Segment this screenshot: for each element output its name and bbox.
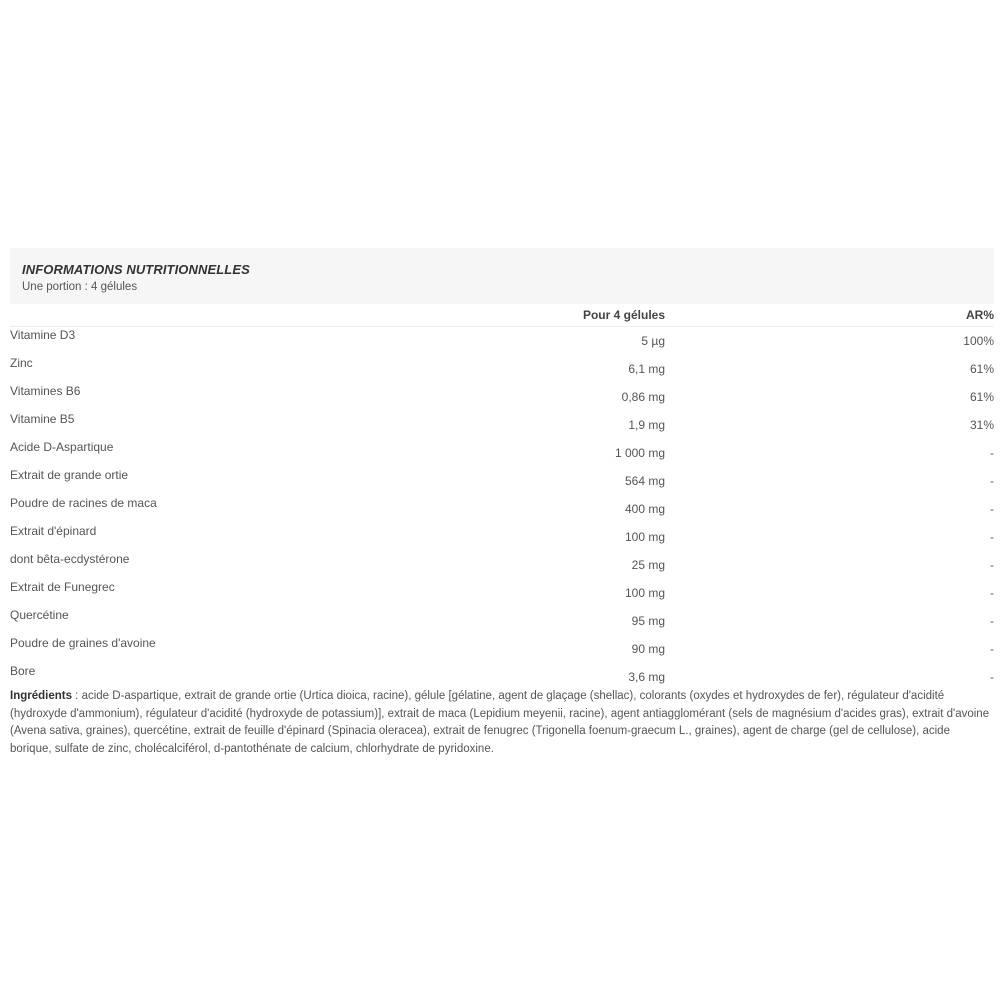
nutrient-quantity: 564 mg [624, 474, 665, 488]
column-header-ar: AR% [965, 308, 994, 322]
nutrient-name: Extrait de Funegrec [10, 580, 115, 594]
nutrient-ar: - [990, 558, 994, 572]
nutrient-quantity: 400 mg [624, 502, 665, 516]
nutrient-name: dont bêta-ecdystérone [10, 552, 130, 566]
nutrition-header [10, 248, 994, 304]
nutrient-name: Poudre de graines d'avoine [10, 636, 156, 650]
ingredients-list: : acide D-aspartique, extrait de grande ortie (Urtica dioica, racine), gélule [gélatine, agent de glaçage (shellac), colorants (oxydes et hydroxydes de fer), régulateur d'acidité (hydroxyde d'ammonium), régulateur d'acidité (hydroxyde de potassium)], extrait de maca (Lepidium meyenii, racine), agent antiagglomérant (sels de magnésium d'acides gras), extrait d'avoine (Avena sativa, graines), quercétine, extrait de feuille d'épinard (Spinacia oleracea), extrait de fenugrec (Trigonella foenum-graecum L., graines), agent de charge (gel de cellulose), acide borique, sulfate de zinc, cholécalciférol, d-pantothénate de calcium, chlorhydrate de pyridoxine. [10, 690, 990, 755]
table-row [10, 607, 994, 635]
table-row [10, 383, 994, 411]
nutrition-title: INFORMATIONS NUTRITIONNELLES [22, 262, 250, 277]
nutrient-name: Extrait de grande ortie [10, 468, 129, 482]
nutrient-quantity: 1,9 mg [628, 418, 665, 432]
table-header-row [10, 304, 994, 327]
nutrient-ar: 61% [969, 362, 994, 376]
nutrient-ar: 31% [969, 418, 994, 432]
table-row [10, 523, 994, 551]
nutrient-quantity: 95 mg [631, 614, 665, 628]
nutrient-name: Acide D-Aspartique [10, 440, 114, 454]
table-row [10, 327, 994, 355]
nutrient-name: Vitamine D3 [10, 328, 76, 342]
nutrient-quantity: 6,1 mg [628, 362, 665, 376]
table-row [10, 495, 994, 523]
nutrient-quantity: 100 mg [624, 586, 665, 600]
nutrient-quantity: 5 µg [641, 334, 665, 348]
nutrient-quantity: 3,6 mg [628, 670, 665, 684]
nutrition-table-body [10, 327, 994, 691]
table-row [10, 439, 994, 467]
nutrient-quantity: 0,86 mg [621, 390, 665, 404]
column-header-quantity: Pour 4 gélules [582, 308, 665, 322]
nutrient-quantity: 1 000 mg [614, 446, 665, 460]
nutrient-ar: 100% [963, 334, 994, 348]
nutrient-ar: - [990, 446, 994, 460]
nutrient-name: Extrait d'épinard [10, 524, 97, 538]
table-row [10, 663, 994, 691]
ingredients-text [10, 688, 990, 758]
nutrient-quantity: 100 mg [624, 530, 665, 544]
nutrient-ar: - [990, 474, 994, 488]
nutrient-name: Zinc [10, 356, 33, 370]
nutrient-ar: - [990, 530, 994, 544]
nutrient-quantity: 25 mg [631, 558, 665, 572]
nutrient-ar: - [990, 614, 994, 628]
nutrient-ar: - [990, 670, 994, 684]
nutrient-ar: - [990, 586, 994, 600]
nutrient-ar: - [990, 502, 994, 516]
nutrient-name: Vitamine B5 [10, 412, 75, 426]
nutrient-ar: - [990, 642, 994, 656]
nutrient-name: Quercétine [10, 608, 69, 622]
ingredients-label: Ingrédients [10, 690, 72, 702]
table-row [10, 579, 994, 607]
nutrient-quantity: 90 mg [631, 642, 665, 656]
table-row [10, 467, 994, 495]
table-row [10, 355, 994, 383]
nutrient-name: Bore [10, 664, 36, 678]
nutrient-ar: 61% [969, 390, 994, 404]
nutrition-panel [10, 248, 994, 691]
serving-size: Une portion : 4 gélules [22, 281, 138, 293]
nutrient-name: Vitamines B6 [10, 384, 81, 398]
table-row [10, 551, 994, 579]
table-row [10, 635, 994, 663]
nutrient-name: Poudre de racines de maca [10, 496, 157, 510]
table-row [10, 411, 994, 439]
